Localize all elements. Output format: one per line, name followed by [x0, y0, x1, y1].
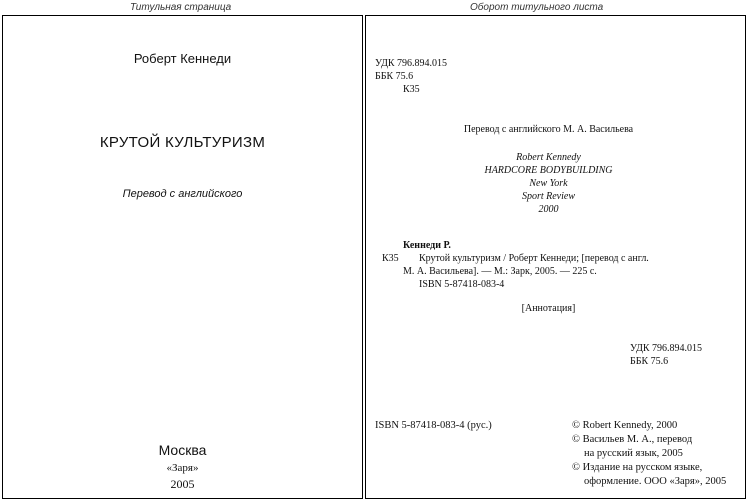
copyright-line-2: © Васильев М. А., перевод: [572, 434, 693, 445]
publication-city: Москва: [158, 442, 207, 458]
original-city: New York: [529, 178, 568, 189]
catalog-annotation: [Аннотация]: [521, 303, 576, 314]
original-title: HARDCORE BODYBUILDING: [484, 165, 613, 176]
catalog-heading: Кеннеди Р.: [403, 240, 451, 251]
copyright-line-3: на русский язык, 2005: [584, 448, 683, 459]
copyright-line-4: © Издание на русском языке,: [572, 462, 703, 473]
publisher-name: «Заря»: [166, 462, 199, 474]
bbk-code-bottom: ББК 75.6: [630, 356, 669, 367]
author-mark: К35: [403, 84, 420, 95]
book-title: КРУТОЙ КУЛЬТУРИЗМ: [99, 134, 266, 151]
author-name: Роберт Кеннеди: [133, 51, 232, 66]
copyright-line-1: © Robert Kennedy, 2000: [572, 420, 678, 431]
reverse-page-caption: Оборот титульного листа: [470, 2, 604, 13]
reverse-page: [365, 15, 746, 499]
original-year: 2000: [538, 204, 559, 215]
publication-year: 2005: [170, 477, 195, 491]
original-author: Robert Kennedy: [516, 152, 581, 163]
original-publisher: Sport Review: [521, 191, 576, 202]
book-subtitle: Перевод с английского: [122, 188, 243, 200]
catalog-line-1: Крутой культуризм / Роберт Кеннеди; [перевод с англ.: [419, 253, 649, 264]
bbk-code: ББК 75.6: [375, 71, 414, 82]
title-page-caption: Титульная страница: [130, 2, 232, 13]
isbn-bottom: ISBN 5-87418-083-4 (рус.): [375, 420, 492, 431]
udk-code-bottom: УДК 796.894.015: [630, 343, 703, 354]
catalog-isbn: ISBN 5-87418-083-4: [419, 279, 505, 290]
udk-code: УДК 796.894.015: [375, 58, 448, 69]
title-page: [2, 15, 363, 499]
translator-line: Перевод с английского М. А. Васильева: [463, 124, 634, 135]
copyright-line-5: оформление. ООО «Заря», 2005: [584, 476, 727, 487]
catalog-mark: К35: [382, 253, 399, 264]
catalog-line-2: М. А. Васильева]. — М.: Зарк, 2005. — 225 с.: [403, 266, 597, 277]
